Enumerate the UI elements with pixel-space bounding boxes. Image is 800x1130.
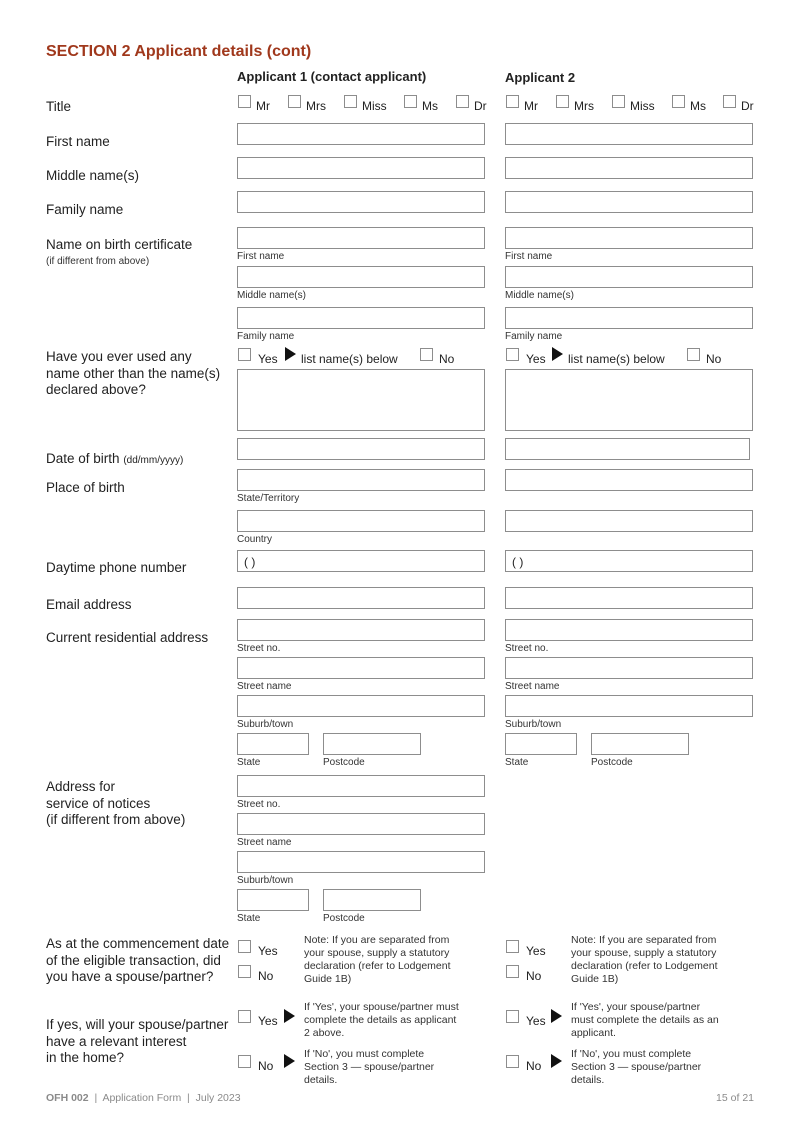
a2-res-suburb-caption: Suburb/town xyxy=(505,719,562,730)
label-residential: Current residential address xyxy=(46,630,209,645)
a2-res-state-caption: State xyxy=(505,757,529,768)
a1-title-miss-label: Miss xyxy=(362,99,387,113)
a2-res-street-no-caption: Street no. xyxy=(505,643,549,654)
a1-other-name-yes-label: Yes xyxy=(258,352,278,366)
a1-svc-street-name-field[interactable] xyxy=(237,813,485,835)
a1-birth-country-caption: Country xyxy=(237,534,273,545)
a2-interest-no-label: No xyxy=(526,1059,542,1073)
footer-date: July 2023 xyxy=(195,1092,241,1104)
a2-title-mr-label: Mr xyxy=(524,99,538,113)
label-phone: Daytime phone number xyxy=(46,560,187,575)
a2-title-dr-checkbox[interactable] xyxy=(723,95,736,108)
a2-other-name-yes-label: Yes xyxy=(526,352,546,366)
a2-spouse-yes-checkbox[interactable] xyxy=(506,940,519,953)
a1-phone-field[interactable] xyxy=(237,550,485,572)
a2-birth-family-name-field[interactable] xyxy=(505,307,753,329)
a1-res-postcode-field[interactable] xyxy=(323,733,421,755)
applicant1-heading: Applicant 1 (contact applicant) xyxy=(237,69,427,84)
a1-interest-no-checkbox[interactable] xyxy=(238,1055,251,1068)
a1-title-ms-checkbox[interactable] xyxy=(404,95,417,108)
a1-other-names-textarea[interactable] xyxy=(237,369,485,431)
a2-title-mr-checkbox[interactable] xyxy=(506,95,519,108)
a1-svc-state-caption: State xyxy=(237,913,261,924)
a1-res-street-no-field[interactable] xyxy=(237,619,485,641)
a1-svc-street-no-field[interactable] xyxy=(237,775,485,797)
a1-dob-field[interactable] xyxy=(237,438,485,460)
a1-family-name-field[interactable] xyxy=(237,191,485,213)
footer-separator-2: | xyxy=(184,1092,193,1104)
a2-res-postcode-caption: Postcode xyxy=(591,757,633,768)
label-first-name: First name xyxy=(46,134,110,149)
a1-interest-no-arrow-icon xyxy=(284,1054,295,1068)
label-dob: Date of birth (dd/mm/yyyy) xyxy=(46,451,184,466)
a1-list-names-label: list name(s) below xyxy=(301,352,398,366)
a2-dob-field[interactable] xyxy=(505,438,750,460)
a1-birth-middle-name-field[interactable] xyxy=(237,266,485,288)
a1-svc-suburb-caption: Suburb/town xyxy=(237,875,294,886)
a2-birth-first-name-caption: First name xyxy=(505,251,553,262)
a2-birth-first-name-field[interactable] xyxy=(505,227,753,249)
a2-title-mrs-label: Mrs xyxy=(574,99,594,113)
footer-form-name: Application Form xyxy=(102,1092,182,1104)
a1-res-postcode-caption: Postcode xyxy=(323,757,365,768)
a2-middle-names-field[interactable] xyxy=(505,157,753,179)
a2-title-ms-label: Ms xyxy=(690,99,706,113)
a1-interest-yes-label: Yes xyxy=(258,1014,278,1028)
a2-first-name-field[interactable] xyxy=(505,123,753,145)
a2-res-street-name-caption: Street name xyxy=(505,681,560,692)
a1-first-name-field[interactable] xyxy=(237,123,485,145)
a1-birth-state-caption: State/Territory xyxy=(237,493,300,504)
applicant2-heading: Applicant 2 xyxy=(505,70,576,85)
a2-phone-area-code: ( ) xyxy=(512,555,524,569)
a1-spouse-no-checkbox[interactable] xyxy=(238,965,251,978)
a1-birth-family-name-field[interactable] xyxy=(237,307,485,329)
a2-interest-yes-arrow-icon xyxy=(551,1009,562,1023)
a1-res-street-no-caption: Street no. xyxy=(237,643,281,654)
a1-res-suburb-caption: Suburb/town xyxy=(237,719,294,730)
a1-res-state-caption: State xyxy=(237,757,261,768)
a1-title-dr-checkbox[interactable] xyxy=(456,95,469,108)
a1-title-mr-label: Mr xyxy=(256,99,270,113)
a1-res-street-name-field[interactable] xyxy=(237,657,485,679)
a2-other-name-yes-checkbox[interactable] xyxy=(506,348,519,361)
a1-interest-yes-arrow-icon xyxy=(284,1009,295,1023)
label-spouse-question: As at the commencement date of the eligible transaction, did you have a spouse/partner? xyxy=(46,936,230,984)
footer-page-number: 15 of 21 xyxy=(716,1092,754,1104)
label-interest-question: If yes, will your spouse/partner have a relevant interest in the home? xyxy=(46,1017,229,1065)
a2-title-miss-checkbox[interactable] xyxy=(612,95,625,108)
a2-other-name-no-checkbox[interactable] xyxy=(687,348,700,361)
a2-birth-family-name-caption: Family name xyxy=(505,331,563,342)
a1-spouse-note: Note: If you are separated from your spouse, supply a statutory declaration (refer to Lodgement Guide 1B) xyxy=(304,934,451,985)
a2-spouse-no-label: No xyxy=(526,969,542,983)
section-title: SECTION 2 Applicant details (cont) xyxy=(46,43,312,60)
a2-spouse-no-checkbox[interactable] xyxy=(506,965,519,978)
a1-res-state-field[interactable] xyxy=(237,733,309,755)
a2-birth-country-field[interactable] xyxy=(505,510,753,532)
a2-phone-field[interactable] xyxy=(505,550,753,572)
a1-interest-yes-note: If 'Yes', your spouse/partner must complete the details as applicant 2 above. xyxy=(304,1001,459,1039)
label-title: Title xyxy=(46,99,72,114)
a2-other-name-no-label: No xyxy=(706,352,722,366)
label-place-of-birth: Place of birth xyxy=(46,480,125,495)
a1-spouse-yes-label: Yes xyxy=(258,944,278,958)
a2-birth-middle-name-caption: Middle name(s) xyxy=(505,290,574,301)
a1-svc-suburb-field[interactable] xyxy=(237,851,485,873)
a1-interest-no-label: No xyxy=(258,1059,274,1073)
a2-res-postcode-field[interactable] xyxy=(591,733,689,755)
a2-res-suburb-field[interactable] xyxy=(505,695,753,717)
a2-title-mrs-checkbox[interactable] xyxy=(556,95,569,108)
a1-birth-middle-name-caption: Middle name(s) xyxy=(237,290,306,301)
label-other-name: Have you ever used any name other than the name(s) declared above? xyxy=(46,349,221,397)
a2-interest-yes-note: If 'Yes', your spouse/partner must complete the details as an applicant. xyxy=(571,1001,719,1039)
a1-title-mrs-label: Mrs xyxy=(306,99,326,113)
a1-title-dr-label: Dr xyxy=(474,99,487,113)
a1-interest-no-note: If 'No', you must complete Section 3 — spouse/partner details. xyxy=(304,1048,435,1086)
a2-family-name-field[interactable] xyxy=(505,191,753,213)
a1-birth-first-name-field[interactable] xyxy=(237,227,485,249)
label-family-name: Family name xyxy=(46,202,124,217)
a2-title-ms-checkbox[interactable] xyxy=(672,95,685,108)
a1-email-field[interactable] xyxy=(237,587,485,609)
label-middle-names: Middle name(s) xyxy=(46,168,140,183)
a1-spouse-no-label: No xyxy=(258,969,274,983)
a1-svc-street-no-caption: Street no. xyxy=(237,799,281,810)
a2-title-miss-label: Miss xyxy=(630,99,655,113)
a1-interest-yes-checkbox[interactable] xyxy=(238,1010,251,1023)
footer-left xyxy=(46,1092,241,1104)
a2-other-names-textarea[interactable] xyxy=(505,369,753,431)
a2-spouse-yes-label: Yes xyxy=(526,944,546,958)
a1-other-name-yes-checkbox[interactable] xyxy=(238,348,251,361)
a1-title-mr-checkbox[interactable] xyxy=(238,95,251,108)
a2-email-field[interactable] xyxy=(505,587,753,609)
a2-arrow-icon xyxy=(552,347,563,361)
a2-interest-no-checkbox[interactable] xyxy=(506,1055,519,1068)
a1-birth-state-field[interactable] xyxy=(237,469,485,491)
label-birth-cert: Name on birth certificate xyxy=(46,237,193,252)
a2-interest-no-arrow-icon xyxy=(551,1054,562,1068)
a1-svc-postcode-caption: Postcode xyxy=(323,913,365,924)
a1-other-name-no-label: No xyxy=(439,352,455,366)
footer-form-code: OFH 002 xyxy=(46,1092,89,1104)
a2-interest-yes-label: Yes xyxy=(526,1014,546,1028)
a1-res-suburb-field[interactable] xyxy=(237,695,485,717)
a1-title-ms-label: Ms xyxy=(422,99,438,113)
label-service-address: Address for service of notices (if different from above) xyxy=(46,779,186,827)
a2-res-street-name-field[interactable] xyxy=(505,657,753,679)
a2-title-dr-label: Dr xyxy=(741,99,754,113)
a2-interest-no-note: If 'No', you must complete Section 3 — spouse/partner details. xyxy=(571,1048,702,1086)
a1-title-mrs-checkbox[interactable] xyxy=(288,95,301,108)
a2-interest-yes-checkbox[interactable] xyxy=(506,1010,519,1023)
a1-svc-street-name-caption: Street name xyxy=(237,837,292,848)
a2-res-state-field[interactable] xyxy=(505,733,577,755)
a2-birth-state-field[interactable] xyxy=(505,469,753,491)
a1-svc-state-field[interactable] xyxy=(237,889,309,911)
a1-phone-area-code: ( ) xyxy=(244,555,256,569)
a1-middle-names-field[interactable] xyxy=(237,157,485,179)
label-birth-cert-note: (if different from above) xyxy=(46,256,150,267)
a2-res-street-no-field[interactable] xyxy=(505,619,753,641)
a2-spouse-note: Note: If you are separated from your spouse, supply a statutory declaration (refer to Lodgement Guide 1B) xyxy=(571,934,718,985)
a1-other-name-no-checkbox[interactable] xyxy=(420,348,433,361)
a1-title-miss-checkbox[interactable] xyxy=(344,95,357,108)
a1-birth-family-name-caption: Family name xyxy=(237,331,295,342)
a1-svc-postcode-field[interactable] xyxy=(323,889,421,911)
a2-list-names-label: list name(s) below xyxy=(568,352,665,366)
a1-birth-country-field[interactable] xyxy=(237,510,485,532)
a1-arrow-icon xyxy=(285,347,296,361)
a1-res-street-name-caption: Street name xyxy=(237,681,292,692)
a1-birth-first-name-caption: First name xyxy=(237,251,285,262)
a1-spouse-yes-checkbox[interactable] xyxy=(238,940,251,953)
a2-birth-middle-name-field[interactable] xyxy=(505,266,753,288)
footer-separator-1: | xyxy=(91,1092,101,1104)
label-email: Email address xyxy=(46,597,132,612)
